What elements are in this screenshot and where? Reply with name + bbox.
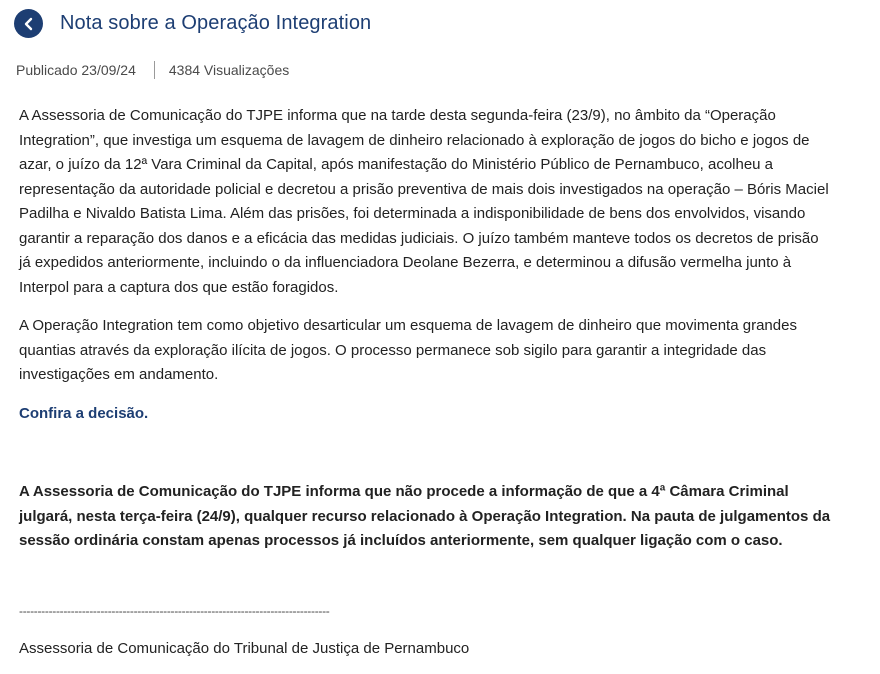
back-button[interactable]: [14, 9, 43, 38]
page-header: [14, 9, 371, 38]
meta-divider: [154, 61, 155, 79]
chevron-left-icon: [23, 17, 35, 31]
view-count: 4384 Visualizações: [168, 62, 290, 78]
article-body: [19, 104, 834, 426]
published-date: Publicado 23/09/24: [16, 62, 136, 78]
article-paragraph: A Operação Integration tem como objetivo desarticular um esquema de lavagem de dinheiro que movimenta grandes quantias através da exploração ilícita de jogos. O processo permanece sob sigilo para garantir a integridade das investigações em andamento.: [19, 317, 797, 383]
divider-line: ------------------------------------------------------------------------------------: [19, 604, 330, 618]
article-paragraph: A Assessoria de Comunicação do TJPE informa que na tarde desta segunda-feira (23/9), no âmbito da “Operação Integration”, que investiga um esquema de lavagem de dinheiro relacionado à exploração de jogos do bicho e jogos de azar, o juízo da 12ª Vara Criminal da Capital, após manifestação do Ministério Público de Pernambuco, acolheu a representação da autoridade policial e decretou a prisão preventiva de mais dois investigados na operação – Bóris Maciel Padilha e Nivaldo Batista Lima. Além das prisões, foi determinada a indisponibilidade de bens dos envolvidos, visando garantir a reparação dos danos e a eficácia das medidas judiciais. O juízo também manteve todos os decretos de prisão já expedidos anteriormente, incluindo o da influenciadora Deolane Bezerra, e determinou a difusão vermelha junto à Interpol para a captura dos que estão foragidos.: [19, 107, 829, 296]
article-meta: [16, 61, 289, 79]
notice-paragraph: A Assessoria de Comunicação do TJPE informa que não procede a informação de que a 4ª Câmara Criminal julgará, nesta terça-feira (24/9), qualquer recurso relacionado à Operação Integration. Na pauta de julgamentos da sessão ordinária constam apenas processos já incluídos anteriormente, sem qualquer ligação com o caso.: [19, 483, 831, 549]
decision-link[interactable]: Confira a decisão.: [19, 404, 149, 422]
page-title: Nota sobre a Operação Integration: [60, 12, 372, 34]
signature: Assessoria de Comunicação do Tribunal de Justiça de Pernambuco: [19, 640, 470, 657]
